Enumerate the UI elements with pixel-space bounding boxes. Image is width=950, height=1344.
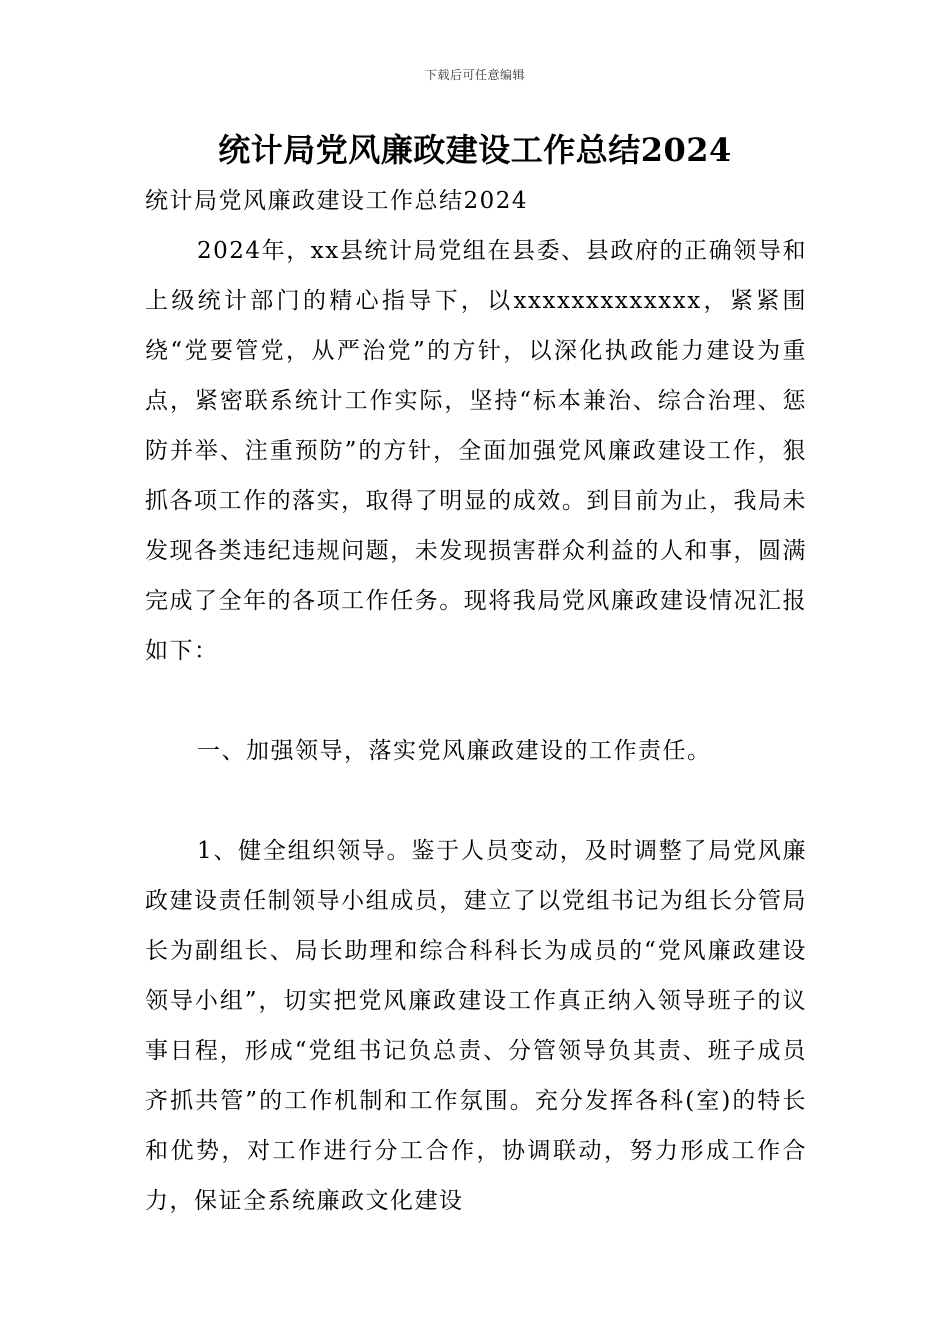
paragraph-gap [145,676,807,726]
paragraph-gap [145,776,807,826]
intro-paragraph: 2024年，xx县统计局党组在县委、县政府的正确领导和上级统计部门的精心指导下，以xxxxxxxxxxxxx，紧紧围绕“党要管党，从严治党”的方针，以深化执政能力建设为重点，紧密联系统计工作实际，坚持“标本兼治、综合治理、惩防并举、注重预防”的方针，全面加强党风廉政建设工作，狠抓各项工作的落实，取得了明显的成效。到目前为止，我局未发现各类违纪违规问题，未发现损害群众利益的人和事，圆满完成了全年的各项工作任务。现将我局党风廉政建设情况汇报如下： [145,238,807,664]
section-1-item-1: 1、健全组织领导。鉴于人员变动，及时调整了局党风廉政建设责任制领导小组成员，建立了以党组书记为组长分管局长为副组长、局长助理和综合科科长为成员的“党风廉政建设领导小组”，切实把党风廉政建设工作真正纳入领导班子的议事日程，形成“党组书记负总责、分管领导负其责、班子成员齐抓共管”的工作机制和工作氛围。充分发挥各科(室)的特长和优势，对工作进行分工合作，协调联动，努力形成工作合力，保证全系统廉政文化建设 [145,838,807,1214]
document-subtitle: 统计局党风廉政建设工作总结2024 [145,188,529,214]
header-note: 下载后可任意编辑 [424,68,525,82]
document-body [145,176,807,1226]
section-heading-1: 一、加强领导，落实党风廉政建设的工作责任。 [197,738,712,764]
document-title: 统计局党风廉政建设工作总结2024 [218,131,732,169]
